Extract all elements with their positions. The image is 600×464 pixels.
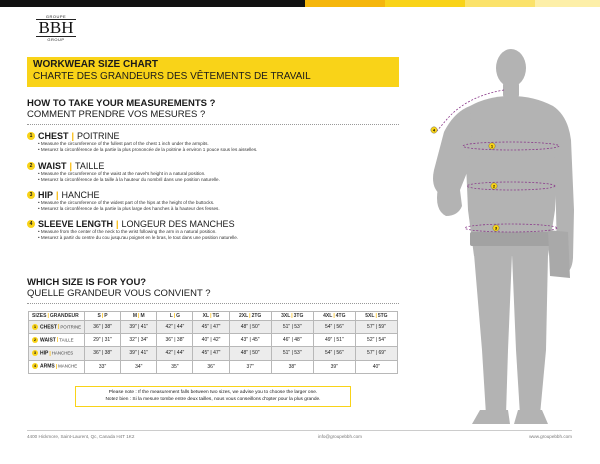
measure-chest [27,131,387,153]
size-en: 4XL [323,313,333,319]
separator: | [116,219,119,229]
body-silhouette-figure [408,20,583,428]
size-header: XL|TG [193,312,229,321]
measure-desc-en: • Measure from the center of the neck to the wrist following the arm in a natural position. [38,229,217,234]
table-row-chest [29,321,398,334]
number-badge: 3 [27,191,35,199]
measure-name-fr: POITRINE [77,131,120,141]
section-divider [27,303,399,304]
which-heading-fr: QUELLE GRANDEUR VOUS CONVIENT ? [27,288,211,299]
table-cell: 57" | 69" [355,347,397,360]
separator: | [56,190,59,200]
row-number-badge: 1 [33,323,37,329]
footer-email: info@groupebbh.com [318,434,362,439]
size-header: 5XL|5TG [355,312,397,321]
table-cell: 52" | 54" [355,334,397,347]
measure-name-fr: LONGEUR DES MANCHES [121,219,235,229]
number-badge: 2 [27,162,35,170]
measure-sleeve [27,219,387,241]
measure-desc-fr: • Mesurez la circonférence de la partie la plus prononcée de la poitrine à environ 1 pouce sous les aisselles. [38,147,258,153]
stripe-segment [385,0,465,7]
measure-name-fr: TAILLE [75,161,105,171]
row-number-badge: 2 [33,337,37,343]
top-color-stripe [0,0,600,7]
size-en: M [132,313,138,319]
size-header: L|G [157,312,193,321]
table-cell: 49" | 51" [313,334,355,347]
title-banner [27,57,399,87]
table-cell: 38" [271,360,313,373]
footer-website: www.groupebbh.com [529,434,572,439]
measure-name-fr: HANCHE [61,190,100,200]
table-cell: 40" [355,360,397,373]
logo-bottom-text: GROUP [47,37,65,42]
header-label-fr: GRANDEUR [49,313,79,319]
row-label-fr: HANCHES [51,350,74,356]
row-label-en: CHEST [40,324,57,331]
table-cell: 36" | 38" [157,334,193,347]
table-cell: 48" | 50" [229,347,271,360]
size-en: L [169,313,173,319]
size-en: 2XL [239,313,249,319]
table-cell: 42" | 44" [157,321,193,334]
marker-2 [491,183,497,189]
row-label-fr: POITRINE [60,324,82,330]
table-cell: 54" | 56" [313,321,355,334]
size-fr: 2TG [251,313,262,319]
table-cell: 35" [157,360,193,373]
measure-waist [27,161,387,183]
table-row-waist [29,334,398,347]
row-label-en: ARMS [40,363,55,370]
row-number-badge: 3 [33,350,37,356]
measure-name-en: WAIST [38,161,67,171]
measure-name-en: HIP [38,190,54,200]
howto-heading-fr: COMMENT PRENDRE VOS MESURES ? [27,109,206,120]
marker-label: 3 [494,225,498,231]
size-en: XL [202,313,210,319]
measure-hip [27,190,387,212]
table-cell: 42" | 44" [157,347,193,360]
measure-desc-fr: • Mesurez la circonférence de la partie la plus large des hanches à la hauteur des fesses. [38,206,220,212]
size-header: 3XL|3TG [271,312,313,321]
size-en: S [97,313,101,319]
logo-top-text: GROUPE [45,14,67,19]
table-cell: 48" | 50" [229,321,271,334]
table-cell: 51" | 53" [271,347,313,360]
table-cell: 39" | 41" [121,347,157,360]
size-en: 3XL [281,313,291,319]
row-label-en: WAIST [40,337,56,344]
table-cell: 36" | 38" [85,321,121,334]
size-fr: 5TG [377,313,388,319]
measure-desc-en: • Measure the circumference of the fullest part of the chest 1 inch under the armpits. [38,141,209,146]
size-header: M|M [121,312,157,321]
table-cell: 57" | 59" [355,321,397,334]
table-header-cell: SIZES|GRANDEUR [29,312,85,321]
row-label-en: HIP [40,350,49,357]
which-heading-en: WHICH SIZE IS FOR YOU? [27,277,147,288]
table-row-hip [29,347,398,360]
measure-desc-en: • Measure the circumference of the widest part of the hips at the height of the buttocks. [38,200,215,205]
note-en: Please note : If the measurement falls between two sizes, we advise you to choose the larger one. [108,390,318,395]
marker-label: 2 [492,183,496,189]
stripe-segment [465,0,535,7]
row-label: 2 WAIST|TAILLE [29,334,85,347]
size-table [28,311,398,374]
note-fr: Notez bien : Si la mesure tombe entre deux tailles, nous vous conseillons d'opter pour la plus grande. [105,396,321,402]
howto-heading-en: HOW TO TAKE YOUR MEASUREMENTS ? [27,98,216,109]
title-fr: CHARTE DES GRANDEURS DES VÊTEMENTS DE TRAVAIL [33,71,311,82]
marker-label: 4 [432,127,436,133]
footer-divider [27,430,572,431]
size-fr: 4TG [335,313,346,319]
table-cell: 45" | 47" [193,347,229,360]
row-label: 1 CHEST|POITRINE [29,321,85,334]
row-label-fr: TAILLE [59,337,74,343]
measure-desc-en: • Measure the circumference of the waist at the navel's height in a natural position. [38,171,206,176]
table-row-arms [29,360,398,373]
size-header: 2XL|2TG [229,312,271,321]
silhouette [433,49,574,424]
size-en: 5XL [365,313,375,319]
table-cell: 45" | 47" [193,321,229,334]
stripe-segment [0,0,225,7]
number-badge: 4 [27,220,35,228]
size-header: S|P [85,312,121,321]
row-label: 4 ARMS|MANCHE [29,360,85,373]
separator: | [71,131,75,141]
table-cell: 51" | 53" [271,321,313,334]
table-cell: 37" [229,360,271,373]
size-fr: P [104,313,108,319]
size-fr: M [140,313,145,319]
section-divider [27,124,399,125]
table-cell: 46" | 48" [271,334,313,347]
size-header: 4XL|4TG [313,312,355,321]
measure-name-en: CHEST [38,131,69,141]
marker-1 [489,143,495,149]
footer-address: 4400 Hickmore, Saint-Laurent, Qc, Canada H4T 1K2 [27,434,135,439]
row-number-badge: 4 [33,363,37,369]
stripe-segment [535,0,600,7]
size-fr: G [176,313,181,319]
table-cell: 36" [193,360,229,373]
table-cell: 32" | 34" [121,334,157,347]
table-cell: 43" | 45" [229,334,271,347]
measure-name-en: SLEEVE LENGTH [38,219,114,229]
row-label: 3 HIP|HANCHES [29,347,85,360]
title-en: WORKWEAR SIZE CHART [33,59,158,70]
measure-desc-fr: • Mesurez à partir du centre du cou jusqu'au poignet en le bras, le tout dans une position naturelle. [38,235,239,241]
table-cell: 54" | 56" [313,347,355,360]
table-cell: 34" [121,360,157,373]
marker-label: 1 [490,143,494,149]
table-cell: 39" [313,360,355,373]
row-label-fr: MANCHE [58,363,78,369]
marker-3 [493,225,499,231]
table-cell: 36" | 38" [85,347,121,360]
logo-name: BBH [36,19,76,37]
separator: | [69,161,73,171]
table-header-row [29,312,398,321]
stripe-segment [225,0,305,7]
size-fr: TG [212,313,220,319]
header-label-en: SIZES [32,313,47,319]
table-cell: 33" [85,360,121,373]
size-fr: 3TG [293,313,304,319]
number-badge: 1 [27,132,35,140]
brand-logo [36,14,76,42]
table-cell: 29" | 31" [85,334,121,347]
table-cell: 40" | 42" [193,334,229,347]
note-box [75,386,351,407]
marker-4 [431,127,437,133]
measure-desc-fr: • Mesurez la circonférence de la taille à la hauteur du nombril dans une position naturelle. [38,177,220,183]
stripe-segment [305,0,385,7]
table-cell: 39" | 41" [121,321,157,334]
